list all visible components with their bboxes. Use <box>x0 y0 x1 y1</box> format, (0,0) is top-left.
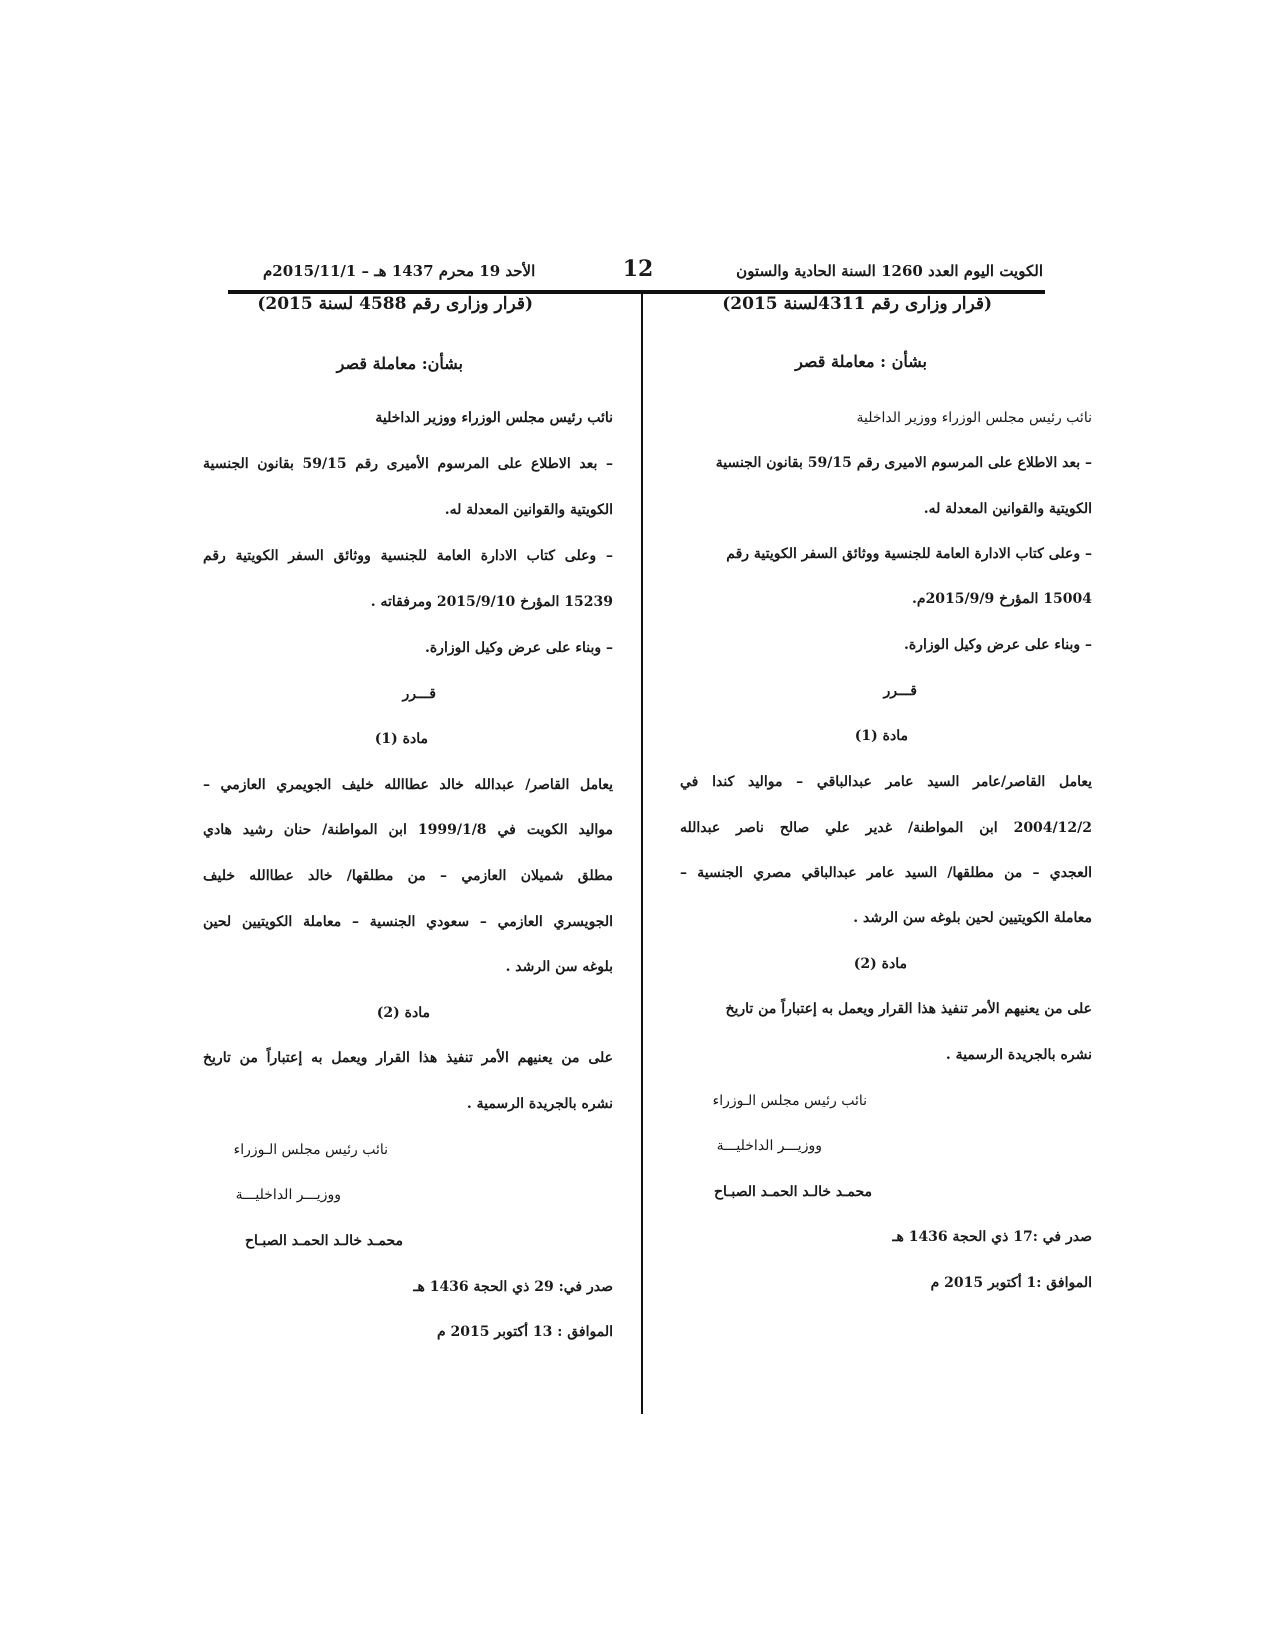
article-1-line-5: بلوغه سن الرشد . <box>505 959 613 975</box>
preamble-2-line-2: 15239 المؤرخ 2015/9/10 ومرفقاته . <box>370 594 613 610</box>
signature-name: محمـد خالـد الحمـد الصبـاح <box>245 1233 403 1249</box>
preamble-1-line-1: – بعد الاطلاع على المرسوم الأميرى رقم 59/15 بقانون الجنسية <box>203 456 614 472</box>
preamble-3: – وبناء على عرض وكيل الوزارة. <box>903 637 1092 653</box>
preamble-1-line-1: – بعد الاطلاع على المرسوم الاميرى رقم 59/15 بقانون الجنسية <box>715 455 1092 471</box>
decree-title: (قرار وزارى رقم 4588 لسنة 2015) <box>257 294 533 314</box>
decree-subject: بشأن : معاملة قصر <box>795 352 927 371</box>
article-1-line-3: مطلق شميلان العازمي – من مطلقها/ خالد عطاالله خليف <box>203 868 613 884</box>
article-1-heading: مادة (1) <box>854 728 908 744</box>
article-2-line-1: على من يعنيهم الأمر تنفيذ هذا القرار ويعمل به إعتباراً من تاريخ <box>725 1001 1092 1017</box>
page-number: 12 <box>622 256 654 282</box>
signature-title: نائب رئيس مجلس الـوزراء <box>233 1142 388 1158</box>
preamble-2-line-1: – وعلى كتاب الادارة العامة للجنسية ووثائق السفر الكويتية رقم <box>726 546 1092 562</box>
article-1-line-4: معاملة الكويتيين لحين بلوغه سن الرشد . <box>853 910 1092 926</box>
article-1-line-4: الجويسري العازمي – سعودي الجنسية – معاملة الكويتيين لحين <box>203 914 613 930</box>
signature-ministry: ووزيـــر الداخليـــة <box>235 1187 341 1203</box>
preamble-1-line-2: الكويتية والقوانين المعدلة له. <box>923 501 1092 517</box>
article-1-line-3: العجدي – من مطلقها/ السيد عامر عبدالباقي مصري الجنسية – <box>680 865 1092 881</box>
corresponding-date: الموافق :1 أكتوبر 2015 م <box>930 1275 1092 1291</box>
article-1-line-2: 2004/12/2 ابن المواطنة/ غدير علي صالح ناصر عبدالله <box>680 820 1092 836</box>
issuing-authority: نائب رئيس مجلس الوزراء ووزير الداخلية <box>375 410 613 426</box>
signature-title: نائب رئيس مجلس الـوزراء <box>712 1093 867 1109</box>
issue-date: صدر في :17 ذي الحجة 1436 هـ <box>892 1229 1092 1245</box>
header-date: الأحد 19 محرم 1437 هـ – 2015/11/1م <box>263 262 536 280</box>
article-2-line-1: على من يعنيهم الأمر تنفيذ هذا القرار ويعمل به إعتباراً من تاريخ <box>203 1050 613 1066</box>
decree-subject: بشأن: معاملة قصر <box>336 354 463 373</box>
header-publication-info: الكويت اليوم العدد 1260 السنة الحادية والستون <box>736 262 1043 280</box>
preamble-2-line-2: 15004 المؤرخ 2015/9/9م. <box>912 591 1092 607</box>
preamble-2-line-1: – وعلى كتاب الادارة العامة للجنسية ووثائق السفر الكويتية رقم <box>203 548 613 564</box>
issuing-authority: نائب رئيس مجلس الوزراء ووزير الداخلية <box>856 410 1092 426</box>
issue-date: صدر في: 29 ذي الحجة 1436 هـ <box>413 1279 613 1295</box>
article-1-heading: مادة (1) <box>374 731 428 747</box>
article-2-line-2: نشره بالجريدة الرسمية . <box>945 1047 1092 1063</box>
article-1-line-1: يعامل القاصر/ عبدالله خالد عطاالله خليف الجويمري العازمي – <box>203 777 613 793</box>
article-2-heading: مادة (2) <box>853 956 907 972</box>
article-2-heading: مادة (2) <box>376 1005 430 1021</box>
decree-title: (قرار وزارى رقم 4311لسنة 2015) <box>722 294 992 314</box>
article-1-line-1: يعامل القاصر/عامر السيد عامر عبدالباقي – مواليد كندا في <box>680 774 1092 790</box>
preamble-3: – وبناء على عرض وكيل الوزارة. <box>424 640 613 656</box>
signature-name: محمـد خالـد الحمـد الصبـاح <box>714 1184 872 1200</box>
preamble-1-line-2: الكويتية والقوانين المعدلة له. <box>444 502 613 518</box>
article-1-line-2: مواليد الكويت في 1999/1/8 ابن المواطنة/ حنان رشيد هادي <box>203 822 613 838</box>
corresponding-date: الموافق : 13 أكتوبر 2015 م <box>436 1324 613 1340</box>
column-divider <box>641 294 643 1414</box>
decided-heading: قـــرر <box>402 686 436 702</box>
decided-heading: قـــرر <box>883 683 917 699</box>
article-2-line-2: نشره بالجريدة الرسمية . <box>466 1096 613 1112</box>
signature-ministry: ووزيـــر الداخليـــة <box>716 1138 822 1154</box>
